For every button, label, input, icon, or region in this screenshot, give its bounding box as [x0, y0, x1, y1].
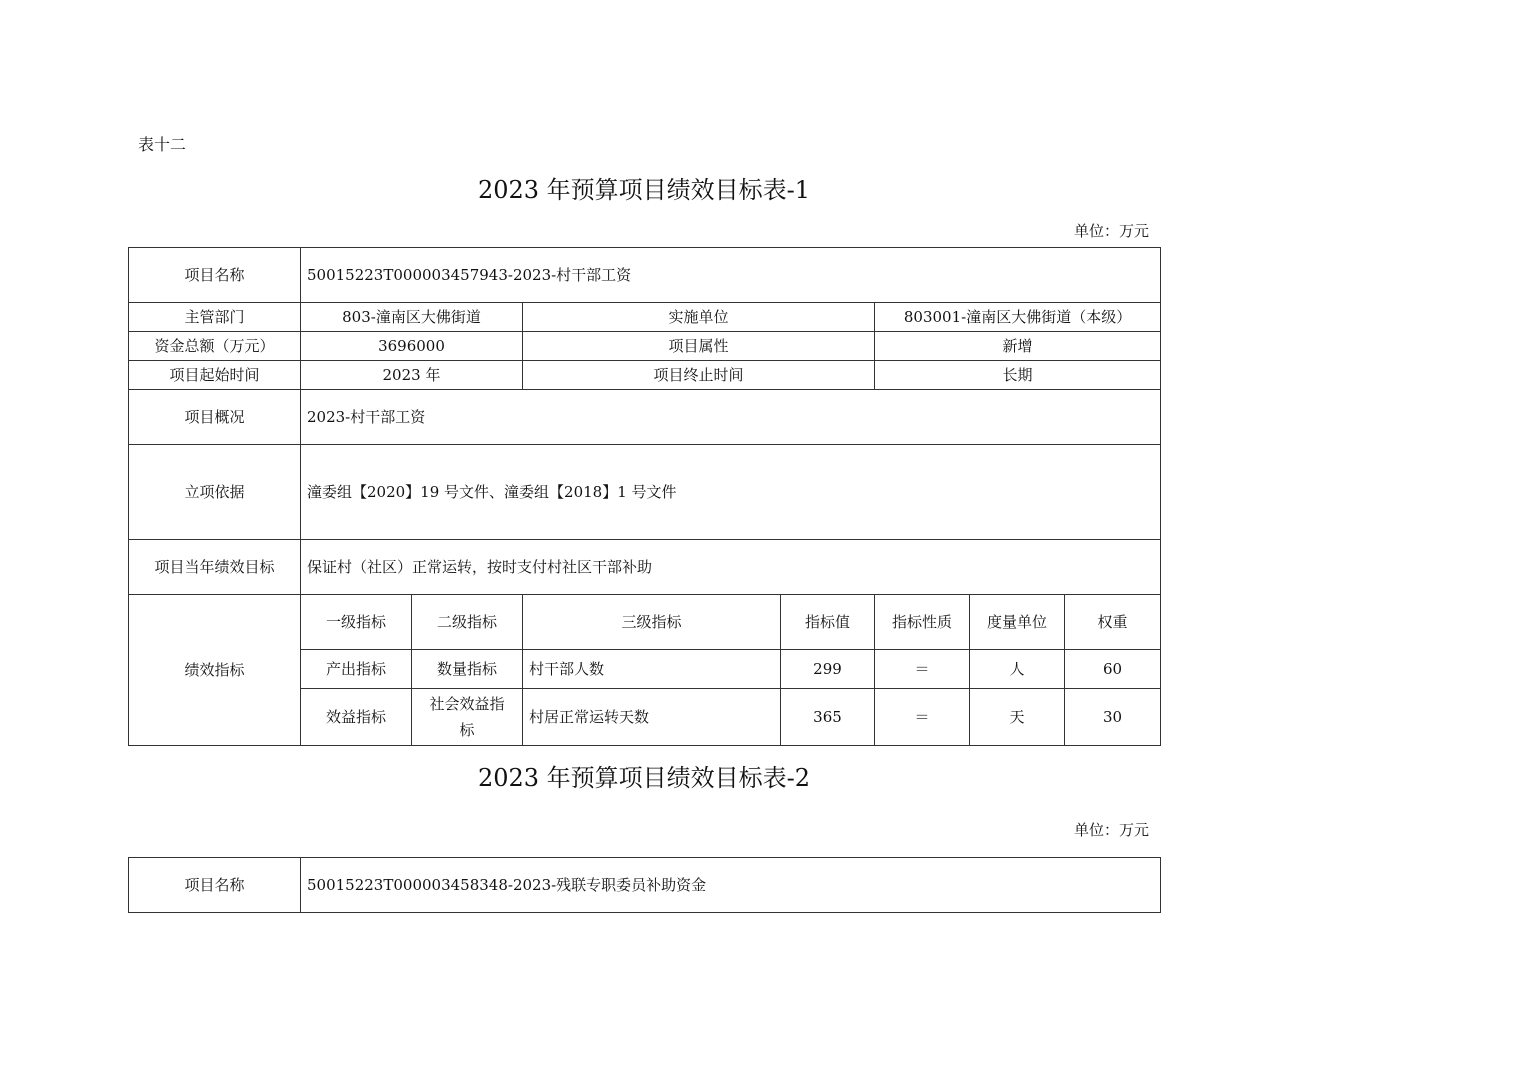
- cell-level1: 产出指标: [301, 650, 412, 689]
- header-level1: 一级指标: [301, 595, 412, 650]
- cell-value: 365: [781, 689, 875, 746]
- cell-level1: 效益指标: [301, 689, 412, 746]
- form1-title: 2023 年预算项目绩效目标表-1: [477, 176, 811, 204]
- cell-unit: 人: [970, 650, 1065, 689]
- label-attribute: 项目属性: [523, 332, 875, 361]
- label-indicators: 绩效指标: [129, 595, 301, 746]
- form1-table: [128, 247, 1161, 746]
- label-start: 项目起始时间: [129, 361, 301, 390]
- indicator-header-row: [129, 595, 1161, 650]
- value-end: 长期: [875, 361, 1161, 390]
- header-nature: 指标性质: [875, 595, 970, 650]
- cell-unit: 天: [970, 689, 1065, 746]
- label-basis: 立项依据: [129, 445, 301, 540]
- table-number: 表十二: [138, 135, 187, 154]
- cell-nature: ＝: [875, 650, 970, 689]
- row-period: [129, 361, 1161, 390]
- cell-level3: 村居正常运转天数: [523, 689, 781, 746]
- header-level2: 二级指标: [412, 595, 523, 650]
- row-basis: [129, 445, 1161, 540]
- value-impl-unit: 803001-潼南区大佛街道（本级）: [875, 303, 1161, 332]
- label-dept: 主管部门: [129, 303, 301, 332]
- label-project-name: 项目名称: [129, 248, 301, 303]
- value-project-name: 50015223T000003457943-2023-村干部工资: [301, 248, 1161, 303]
- cell-nature: ＝: [875, 689, 970, 746]
- row-project-name: [129, 858, 1161, 913]
- form1-unit-label: 单位：万元: [1073, 222, 1149, 240]
- header-weight: 权重: [1065, 595, 1161, 650]
- row-funds: [129, 332, 1161, 361]
- header-unit: 度量单位: [970, 595, 1065, 650]
- cell-value: 299: [781, 650, 875, 689]
- value-basis: 潼委组【2020】19 号文件、潼委组【2018】1 号文件: [301, 445, 1161, 540]
- value-attribute: 新增: [875, 332, 1161, 361]
- row-dept: [129, 303, 1161, 332]
- label-impl-unit: 实施单位: [523, 303, 875, 332]
- label-end: 项目终止时间: [523, 361, 875, 390]
- cell-level3: 村干部人数: [523, 650, 781, 689]
- value-dept: 803-潼南区大佛街道: [301, 303, 523, 332]
- header-value: 指标值: [781, 595, 875, 650]
- cell-weight: 60: [1065, 650, 1161, 689]
- label-overview: 项目概况: [129, 390, 301, 445]
- row-annual-goal: [129, 540, 1161, 595]
- value-overview: 2023-村干部工资: [301, 390, 1161, 445]
- label-project-name: 项目名称: [129, 858, 301, 913]
- header-level3: 三级指标: [523, 595, 781, 650]
- value-total-funds: 3696000: [301, 332, 523, 361]
- form2-unit-label: 单位：万元: [1073, 821, 1149, 839]
- row-overview: [129, 390, 1161, 445]
- value-annual-goal: 保证村（社区）正常运转，按时支付村社区干部补助: [301, 540, 1161, 595]
- cell-level2: 社会效益指标: [412, 689, 523, 746]
- cell-weight: 30: [1065, 689, 1161, 746]
- label-annual-goal: 项目当年绩效目标: [129, 540, 301, 595]
- row-project-name: [129, 248, 1161, 303]
- form2-title: 2023 年预算项目绩效目标表-2: [477, 764, 811, 792]
- value-start: 2023 年: [301, 361, 523, 390]
- label-total-funds: 资金总额（万元）: [129, 332, 301, 361]
- form2-table: [128, 857, 1161, 913]
- cell-level2: 数量指标: [412, 650, 523, 689]
- value-project-name: 50015223T000003458348-2023-残联专职委员补助资金: [301, 858, 1161, 913]
